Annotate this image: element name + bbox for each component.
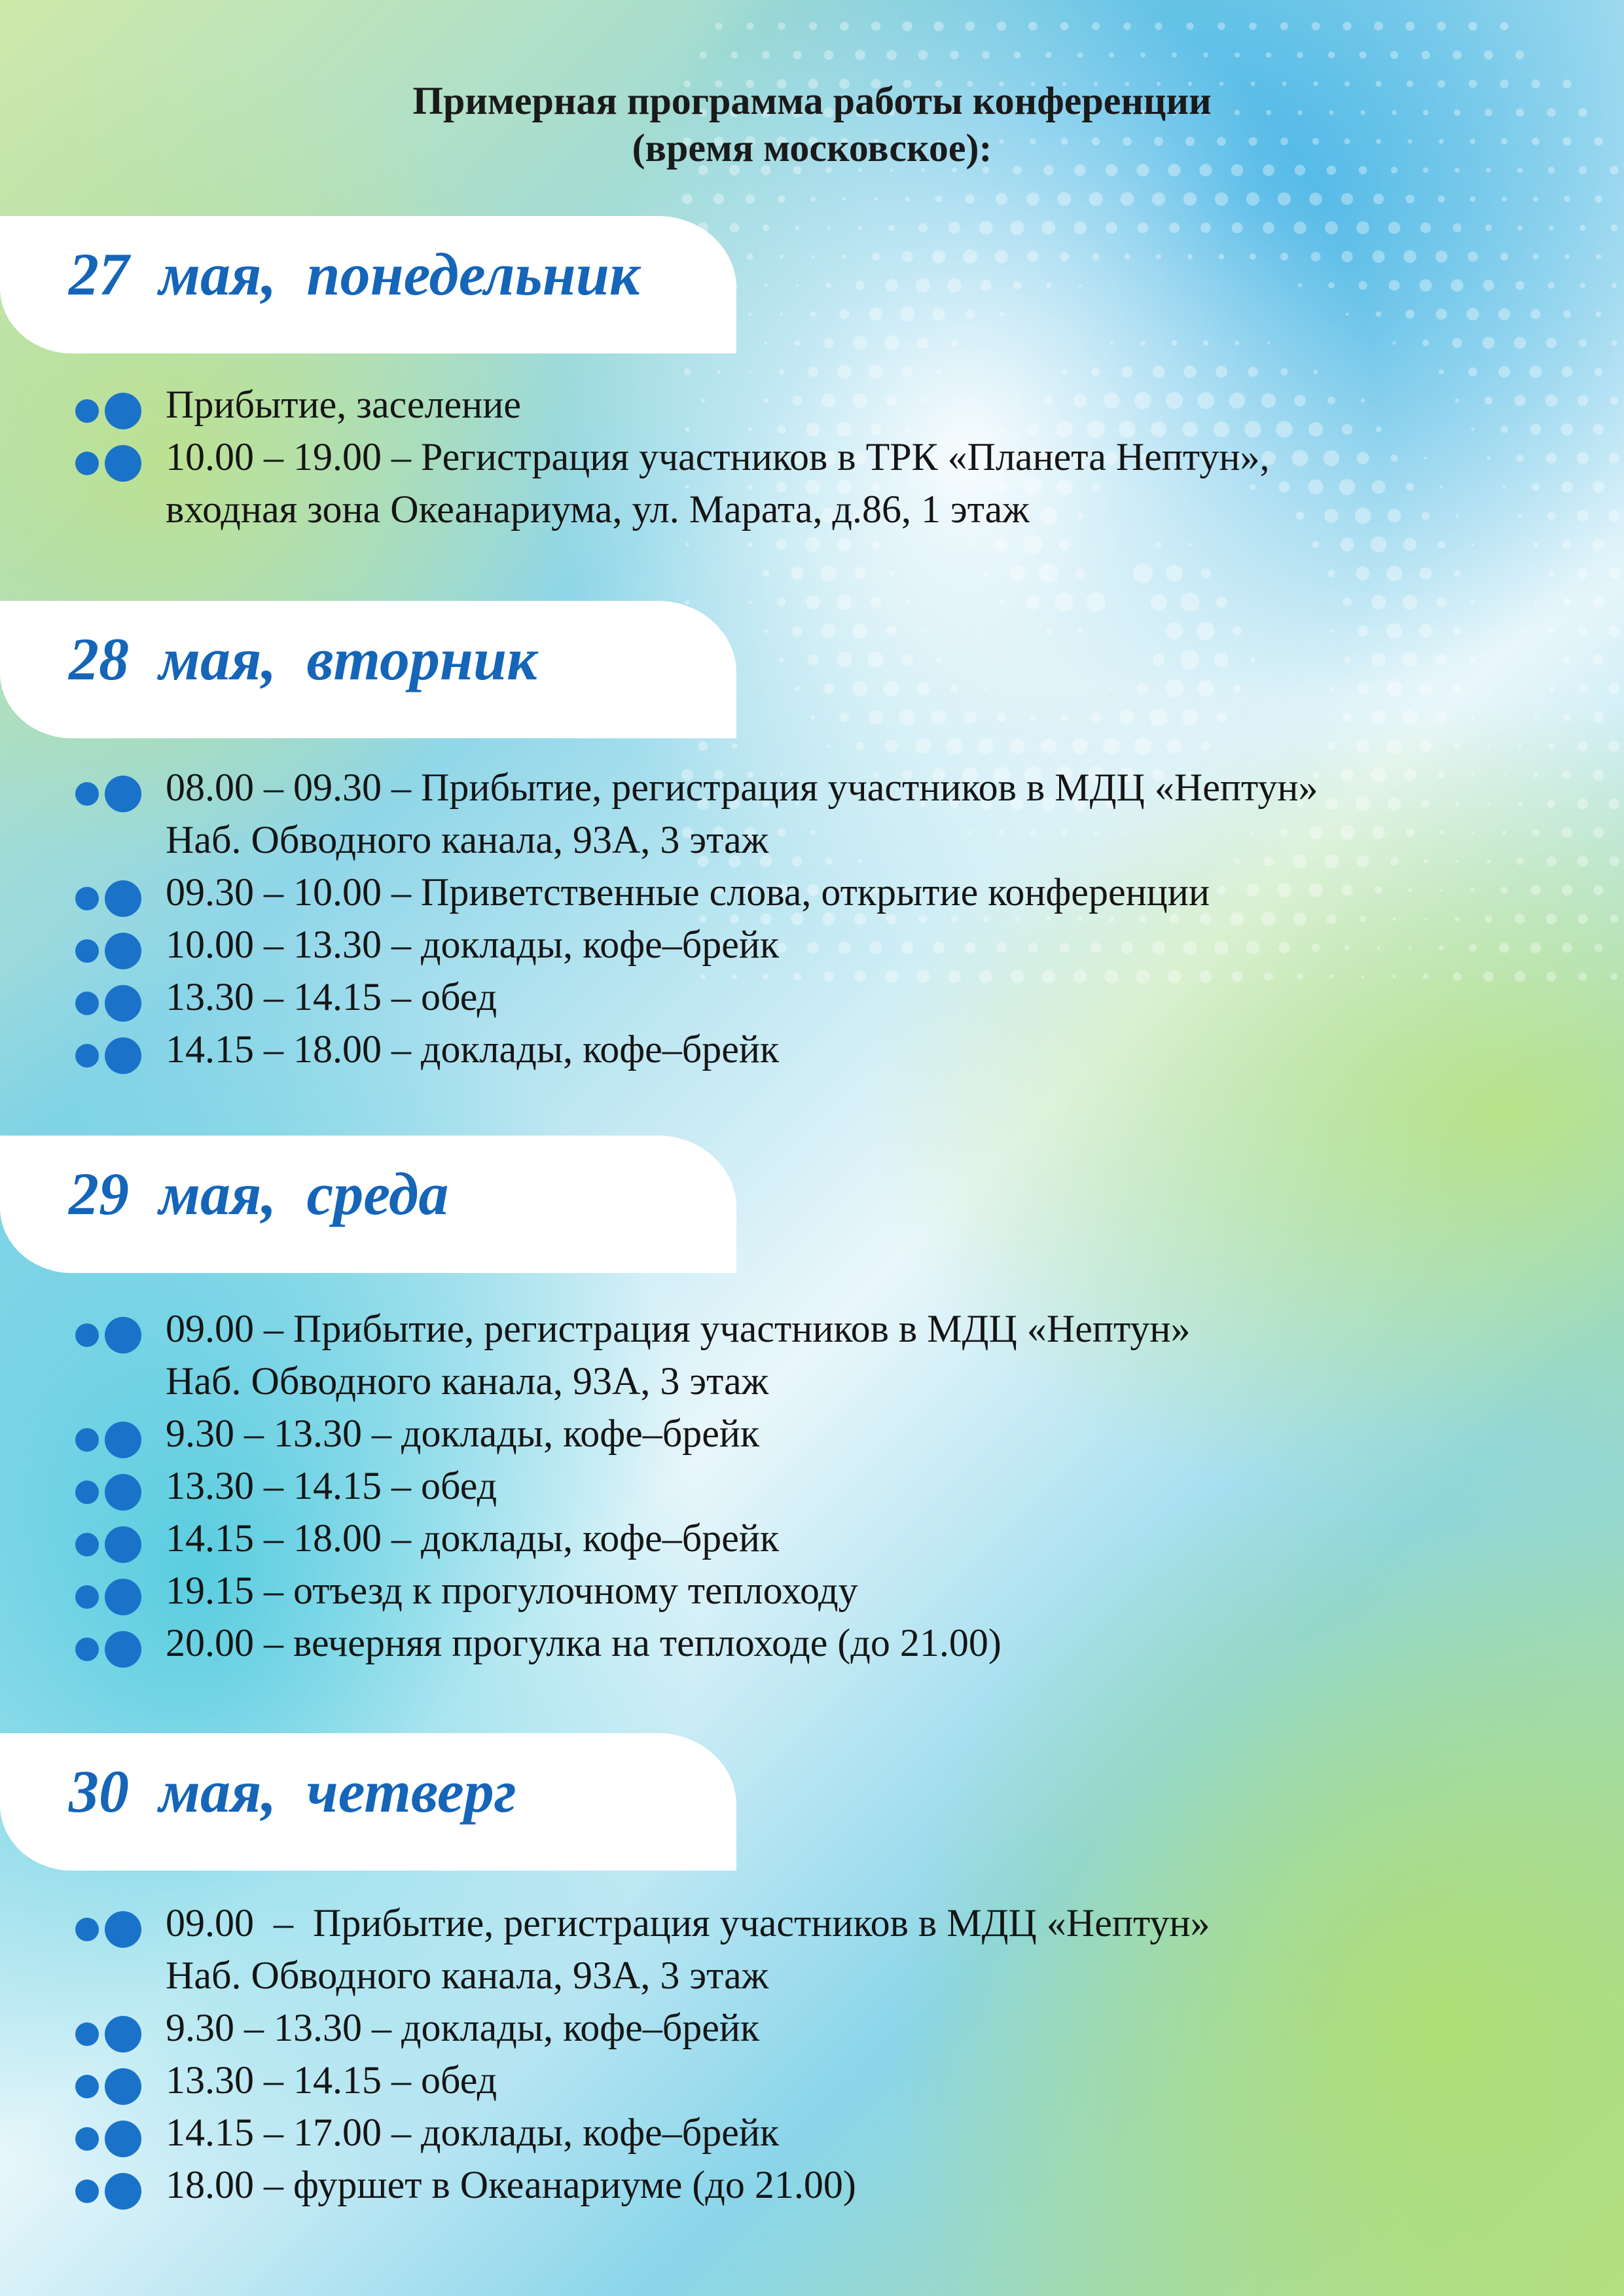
event-text-continued: входная зона Океанариума, ул. Марата, д.86, 1 этаж: [166, 488, 1030, 531]
event-item: [0, 2001, 1571, 2054]
event-text: 19.15 – отъезд к прогулочному теплоходу: [166, 1569, 858, 1612]
event-item: [0, 1302, 1571, 1407]
day-heading-28: 28 мая, вторник: [69, 626, 537, 692]
event-text-continued: Наб. Обводного канала, 93А, 3 этаж: [166, 818, 769, 861]
event-item: [0, 866, 1571, 918]
event-item: [0, 1512, 1571, 1564]
event-text: 14.15 – 18.00 – доклады, кофе–брейк: [166, 1028, 780, 1071]
event-text: Прибытие, заселение: [166, 383, 521, 426]
event-item: [0, 431, 1571, 535]
bullet-icon: [72, 880, 144, 920]
event-text-continued: Наб. Обводного канала, 93А, 3 этаж: [166, 1954, 769, 1997]
event-text: 20.00 – вечерняя прогулка на теплоходе (до 21.00): [166, 1621, 1001, 1664]
event-text: 13.30 – 14.15 – обед: [166, 2058, 497, 2102]
bullet-icon: [72, 933, 144, 972]
event-item: [0, 2159, 1571, 2211]
day-30-event-list: [0, 1897, 1571, 2211]
event-text: 09.00 – Прибытие, регистрация участников в МДЦ «Нептун»: [166, 1901, 1210, 1945]
bullet-icon: [72, 1422, 144, 1461]
bullet-icon: [72, 1474, 144, 1513]
event-text: 13.30 – 14.15 – обед: [166, 1464, 497, 1507]
event-text: 9.30 – 13.30 – доклады, кофе–брейк: [166, 1412, 760, 1455]
bullet-icon: [72, 1631, 144, 1670]
day-heading-27: 27 мая, понедельник: [69, 241, 640, 308]
event-text: 08.00 – 09.30 – Прибытие, регистрация участников в МДЦ «Нептун»: [166, 766, 1318, 809]
event-item: [0, 761, 1571, 866]
event-text: 09.30 – 10.00 – Приветственные слова, открытие конференции: [166, 870, 1210, 914]
event-item: [0, 918, 1571, 971]
event-item: [0, 1897, 1571, 2001]
bullet-icon: [72, 1526, 144, 1566]
day-banner-28: [0, 601, 736, 738]
page-title-line-1: Примерная программа работы конференции: [412, 79, 1212, 122]
event-text: 9.30 – 13.30 – доклады, кофе–брейк: [166, 2006, 760, 2049]
bullet-icon: [72, 2068, 144, 2108]
bullet-icon: [72, 393, 144, 432]
event-item: [0, 2054, 1571, 2106]
event-text: 10.00 – 19.00 – Регистрация участников в ТРК «Планета Нептун»,: [166, 435, 1270, 478]
event-item: [0, 378, 1571, 431]
event-item: [0, 971, 1571, 1023]
event-item: [0, 1564, 1571, 1617]
event-item: [0, 2106, 1571, 2159]
bullet-icon: [72, 445, 144, 484]
day-banner-29: [0, 1136, 736, 1273]
event-text: 14.15 – 18.00 – доклады, кофе–брейк: [166, 1516, 780, 1560]
event-item: [0, 1407, 1571, 1460]
event-item: [0, 1460, 1571, 1512]
event-text: 09.00 – Прибытие, регистрация участников в МДЦ «Нептун»: [166, 1307, 1191, 1350]
event-text: 10.00 – 13.30 – доклады, кофе–брейк: [166, 923, 780, 966]
bullet-icon: [72, 2173, 144, 2212]
bullet-icon: [72, 985, 144, 1024]
page-title: [0, 77, 1624, 171]
day-banner-30: [0, 1733, 736, 1871]
day-29-event-list: [0, 1302, 1571, 1669]
day-heading-29: 29 мая, среда: [69, 1160, 449, 1227]
bullet-icon: [72, 776, 144, 815]
bullet-icon: [72, 1317, 144, 1356]
event-text: 14.15 – 17.00 – доклады, кофе–брейк: [166, 2111, 780, 2154]
event-text: 18.00 – фуршет в Океанариуме (до 21.00): [166, 2163, 856, 2206]
bullet-icon: [72, 1579, 144, 1618]
page-title-line-2: (время московское):: [632, 126, 992, 170]
bullet-icon: [72, 2121, 144, 2160]
day-27-event-list: [0, 378, 1571, 535]
event-item: [0, 1023, 1571, 1075]
bullet-icon: [72, 1037, 144, 1077]
bullet-icon: [72, 2016, 144, 2055]
day-28-event-list: [0, 761, 1571, 1075]
bullet-icon: [72, 1911, 144, 1950]
event-item: [0, 1617, 1571, 1669]
event-text: 13.30 – 14.15 – обед: [166, 975, 497, 1018]
event-text-continued: Наб. Обводного канала, 93А, 3 этаж: [166, 1359, 769, 1403]
day-banner-27: [0, 216, 736, 353]
day-heading-30: 30 мая, четверг: [69, 1758, 516, 1825]
